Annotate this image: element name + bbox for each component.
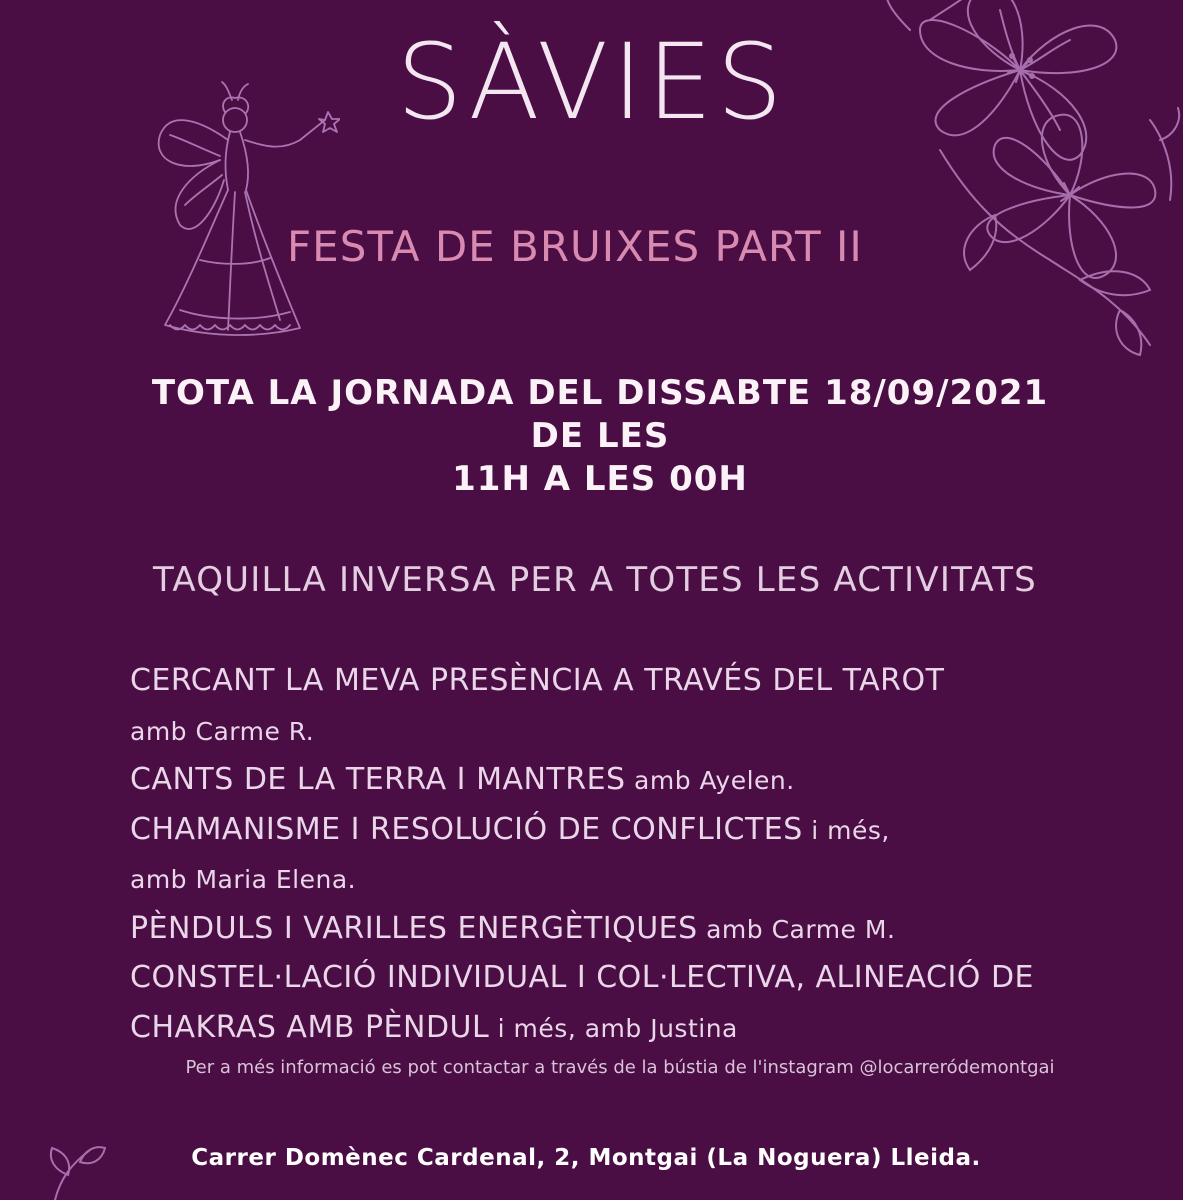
address: Carrer Domènec Cardenal, 2, Montgai (La Noguera) Lleida.	[191, 1145, 981, 1171]
activity-line	[130, 657, 1160, 707]
activity-host: i més,	[802, 815, 890, 845]
date-block	[0, 372, 1183, 501]
activity-title: CERCANT LA MEVA PRESÈNCIA A TRAVÉS DEL TAROT	[130, 663, 945, 698]
page-edge	[1183, 0, 1200, 1200]
activity-line	[130, 707, 1160, 757]
activity-line	[130, 756, 1160, 806]
activity-host: i més, amb Justina	[489, 1013, 738, 1043]
activity-host: amb Maria Elena.	[130, 865, 357, 894]
activity-title: CANTS DE LA TERRA I MANTRES	[130, 762, 626, 797]
date-line: TOTA LA JORNADA DEL DISSABTE 18/09/2021	[151, 373, 1049, 413]
activity-line	[130, 905, 1160, 955]
poster-subtitle: FESTA DE BRUIXES PART II	[287, 222, 863, 271]
activity-title: CHAKRAS AMB PÈNDUL	[130, 1009, 490, 1045]
date-line: DE LES	[530, 416, 670, 456]
activity-line	[130, 1004, 1160, 1054]
activity-host: amb Ayelen.	[625, 766, 795, 795]
date-line: 11H A LES 00H	[452, 459, 748, 499]
activity-title: PÈNDULS I VARILLES ENERGÈTIQUES	[130, 910, 698, 946]
activity-host: amb Carme R.	[130, 716, 315, 746]
activity-host: amb Carme M.	[697, 914, 896, 944]
poster-title: SÀVIES	[396, 21, 787, 143]
activities-list	[130, 657, 1160, 1053]
activity-title: CHAMANISME I RESOLUCIÓ DE CONFLICTES	[130, 811, 803, 847]
activity-line	[130, 806, 1160, 856]
box-office-note: TAQUILLA INVERSA PER A TOTES LES ACTIVITATS	[153, 560, 1037, 600]
activity-line	[130, 855, 1160, 905]
info-note: Per a més informació es pot contactar a través de la bústia de l'instagram @locarreródemontgai	[185, 1057, 1055, 1078]
activity-line	[130, 954, 1160, 1004]
activity-title: CONSTEL·LACIÓ INDIVIDUAL I COL·LECTIVA, ALINEACIÓ DE	[130, 960, 1035, 995]
